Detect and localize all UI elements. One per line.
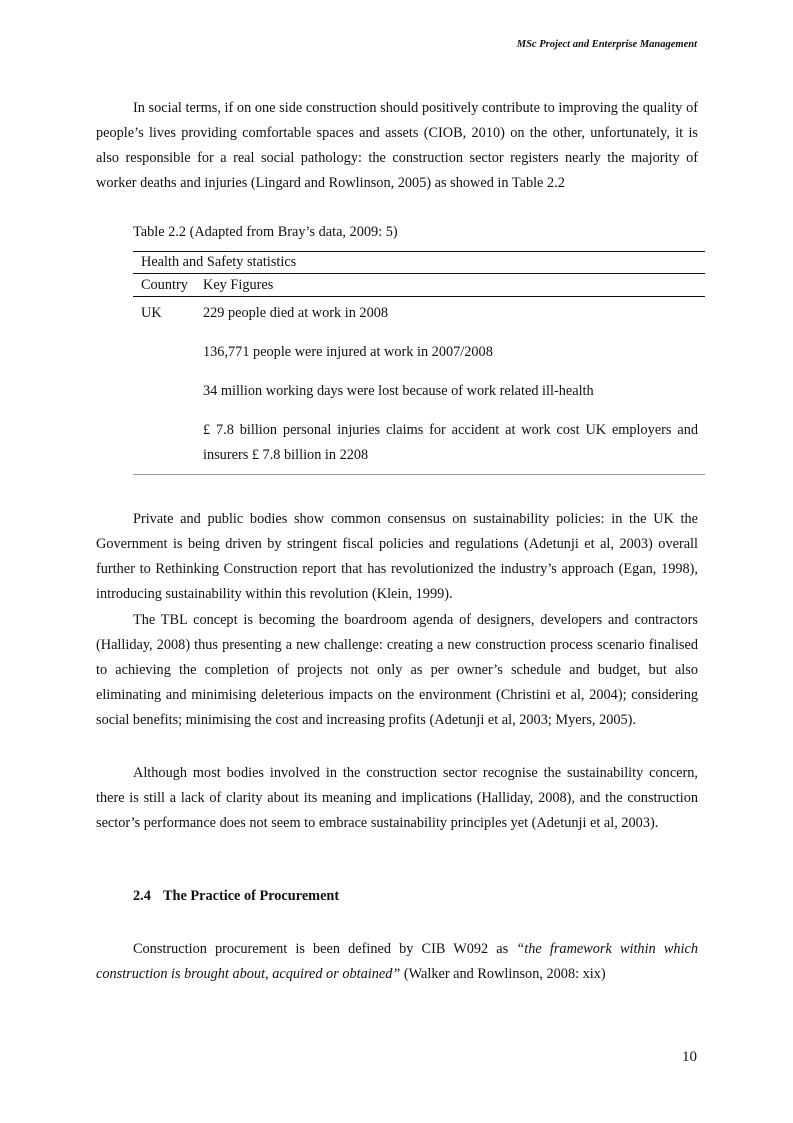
paragraph-lack-of-clarity: Although most bodies involved in the construction sector recognise the sustainability concern, there is still a lack of clarity about its meaning and implications (Halliday, 2008), and the construction sector’s performance does not seem to embrace sustainability principles yet (Adetunji et al, 2003). [96,765,698,831]
section-heading [133,888,339,905]
table-row [133,297,705,474]
table-title: Health and Safety statistics [141,254,297,270]
paragraph-social-terms: In social terms, if on one side construction should positively contribute to improving the quality of people’s lives providing comfortable spaces and assets (CIOB, 2010) on the other, unfortunately, it is also responsible for a real social pathology: the construction sector registers nearly the majority of worker deaths and injuries (Lingard and Rowlinson, 2005) as showed in Table 2.2 [96,100,698,191]
running-header: MSc Project and Enterprise Management [516,39,697,50]
paragraph-tbl-concept: The TBL concept is becoming the boardroom agenda of designers, developers and contractors (Halliday, 2008) thus presenting a new challenge: creating a new construction process scenario finalised to achieving the completion of projects not only as per owner’s schedule and budget, but also eliminating and minimising deleterious impacts on the environment (Christini et al, 2004); considering social benefits; minimising the cost and increasing profits (Adetunji et al, 2003; Myers, 2005). [96,612,698,728]
definition-quote: “the framework within which construction is brought about, acquired or obtained” [96,941,698,982]
figure-deaths: 229 people died at work in 2008 [203,305,389,321]
table-header-row [133,274,705,296]
table-bottom-rule [133,474,705,475]
table-cell-country: UK [141,305,162,321]
table-caption: Table 2.2 (Adapted from Bray’s data, 2009: 5) [133,224,398,240]
section-number: 2.4 [133,888,151,904]
paragraph-sustainability-policies: Private and public bodies show common consensus on sustainability policies: in the UK the Government is being driven by stringent fiscal policies and regulations (Adetunji et al, 2003) overall further to Rethinking Construction report that has revolutionized the industry’s approach (Egan, 1998), introducing sustainability within this revolution (Klein, 1999). [96,511,698,602]
section-title: The Practice of Procurement [163,888,340,904]
paragraph-procurement-definition: Construction procurement is been defined by CIB W092 as “the framework within which construction is brought about, acquired or obtained” (Walker and Rowlinson, 2008: xix) [96,941,698,982]
figure-injuries: 136,771 people were injured at work in 2007/2008 [203,344,493,360]
health-safety-table [133,251,705,475]
column-header-key-figures: Key Figures [203,277,274,293]
column-header-country: Country [141,277,188,293]
figure-working-days: 34 million working days were lost because of work related ill-health [203,383,594,399]
figure-claims: £ 7.8 billion personal injuries claims for accident at work cost UK employers and insurers £ 7.8 billion in 2208 [203,422,698,463]
table-cell-key-figures [203,301,705,468]
page-number: 10 [682,1049,697,1065]
